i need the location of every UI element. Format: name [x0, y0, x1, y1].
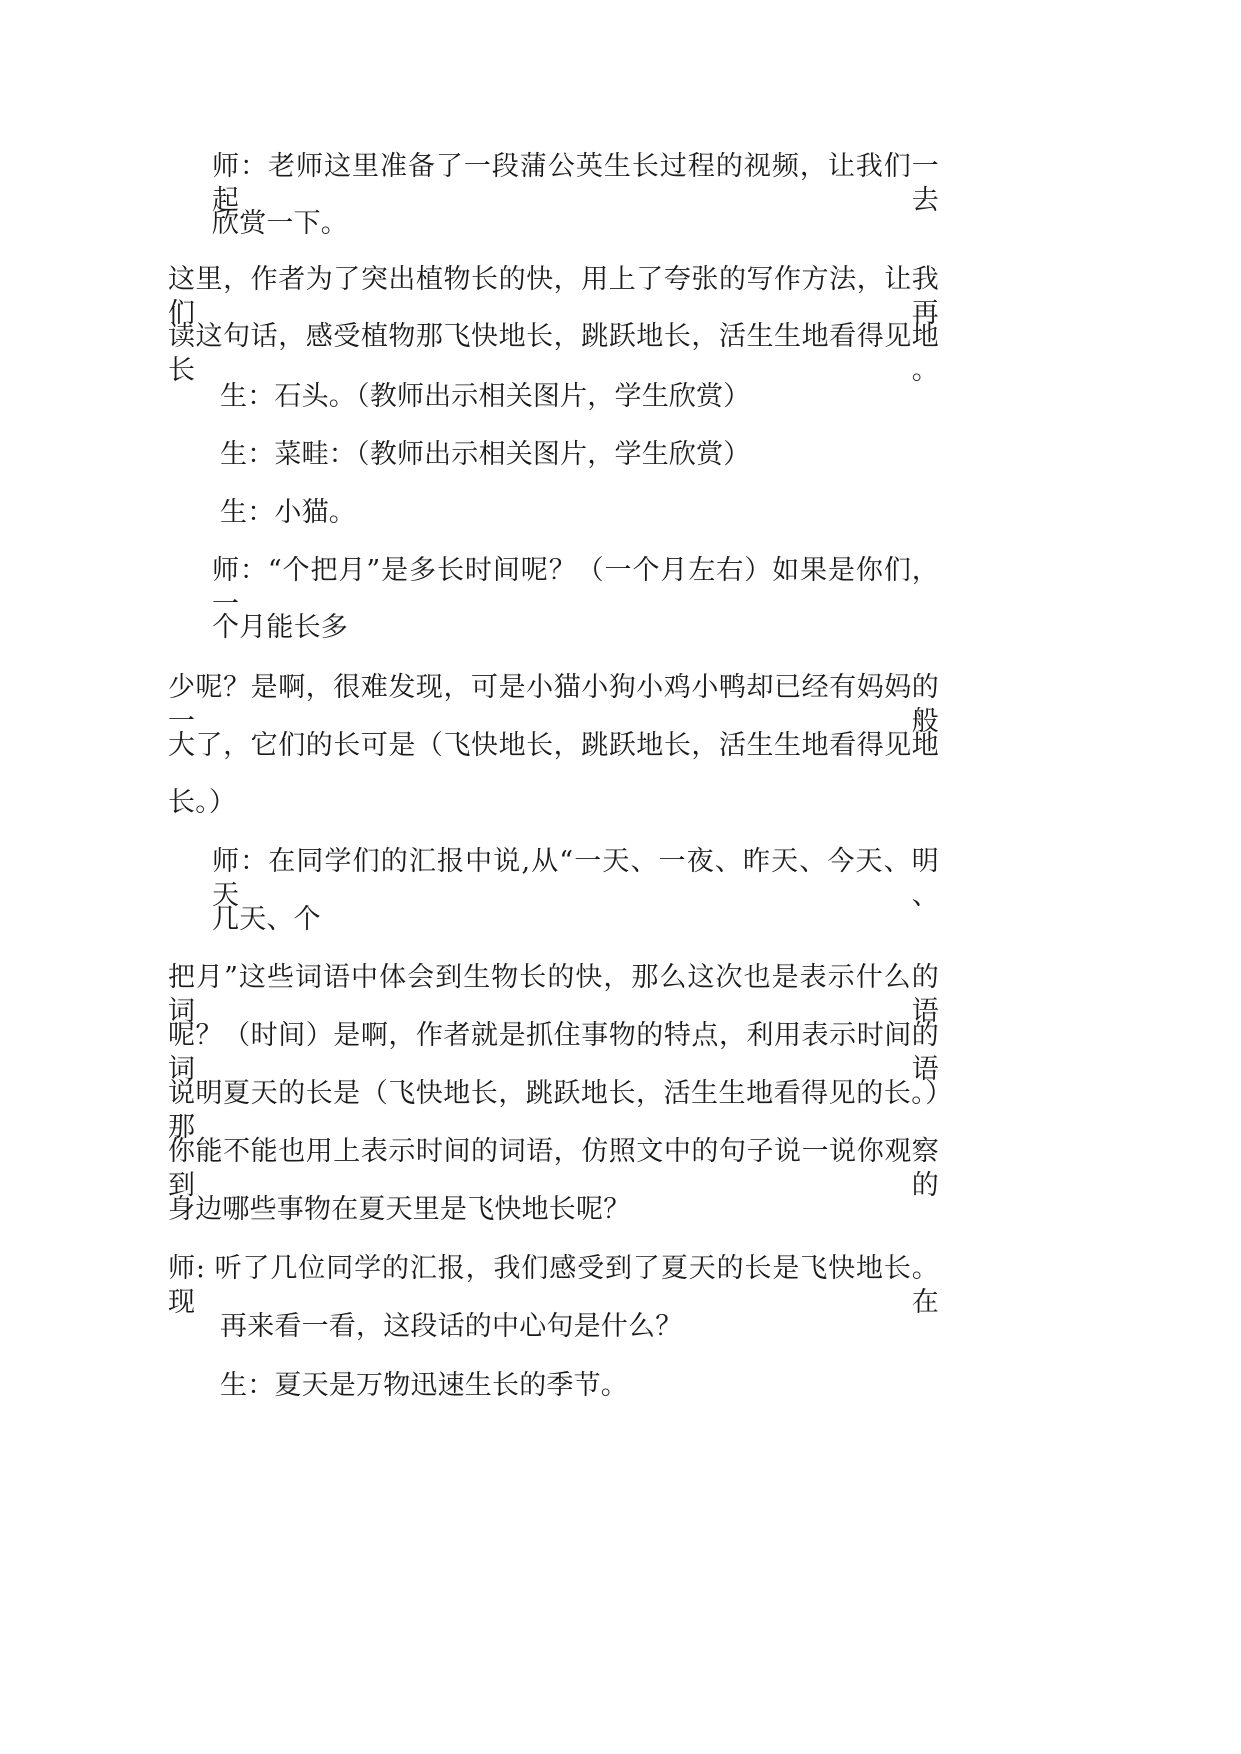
text-line: 长。）	[168, 787, 237, 818]
text-line: 说明夏天的长是（飞快地长，跳跃地长，活生生地看得见的长。）那	[168, 1078, 939, 1143]
text-line: 欣赏一下。	[212, 208, 348, 239]
text-line: 这里，作者为了突出植物长的快，用上了夸张的写作方法，让我们再	[168, 264, 939, 329]
text-line: 把月”这些词语中体会到生物长的快，那么这次也是表示什么的词语	[168, 962, 939, 1027]
text-line: 大了，它们的长可是（飞快地长，跳跃地长，活生生地看得见地	[168, 730, 939, 761]
text-line: 几天、个	[212, 904, 321, 935]
text-line: 生：石头。（教师出示相关图片，学生欣赏）	[220, 381, 751, 412]
text-line: 师：老师这里准备了一段蒲公英生长过程的视频，让我们一起去	[212, 151, 939, 216]
text-line: 读这句话，感受植物那飞快地长，跳跃地长，活生生地看得见地长。	[168, 321, 939, 386]
text-line: 呢？（时间）是啊，作者就是抓住事物的特点，利用表示时间的词语	[168, 1020, 939, 1085]
text-line: 生：菜畦：（教师出示相关图片，学生欣赏）	[220, 439, 751, 470]
text-line: 少呢？是啊，很难发现，可是小猫小狗小鸡小鸭却已经有妈妈的一般	[168, 672, 939, 737]
text-line: 身边哪些事物在夏天里是飞快地长呢？	[168, 1194, 631, 1225]
text-line: 生：小猫。	[220, 497, 356, 528]
text-line: 师: 听了几位同学的汇报，我们感受到了夏天的长是飞快地长。现在	[168, 1253, 939, 1318]
text-line: 再来看一看，这段话的中心句是什么？	[220, 1311, 683, 1342]
text-line: 个月能长多	[212, 612, 348, 643]
text-line: 师：在同学们的汇报中说,从“一天、一夜、昨天、今天、明天、	[212, 846, 939, 911]
text-line: 生：夏天是万物迅速生长的季节。	[220, 1370, 628, 1401]
text-line: 你能不能也用上表示时间的词语，仿照文中的句子说一说你观察到的	[168, 1136, 939, 1201]
text-line: 师：“个把月”是多长时间呢？（一个月左右）如果是你们，一	[212, 555, 939, 620]
